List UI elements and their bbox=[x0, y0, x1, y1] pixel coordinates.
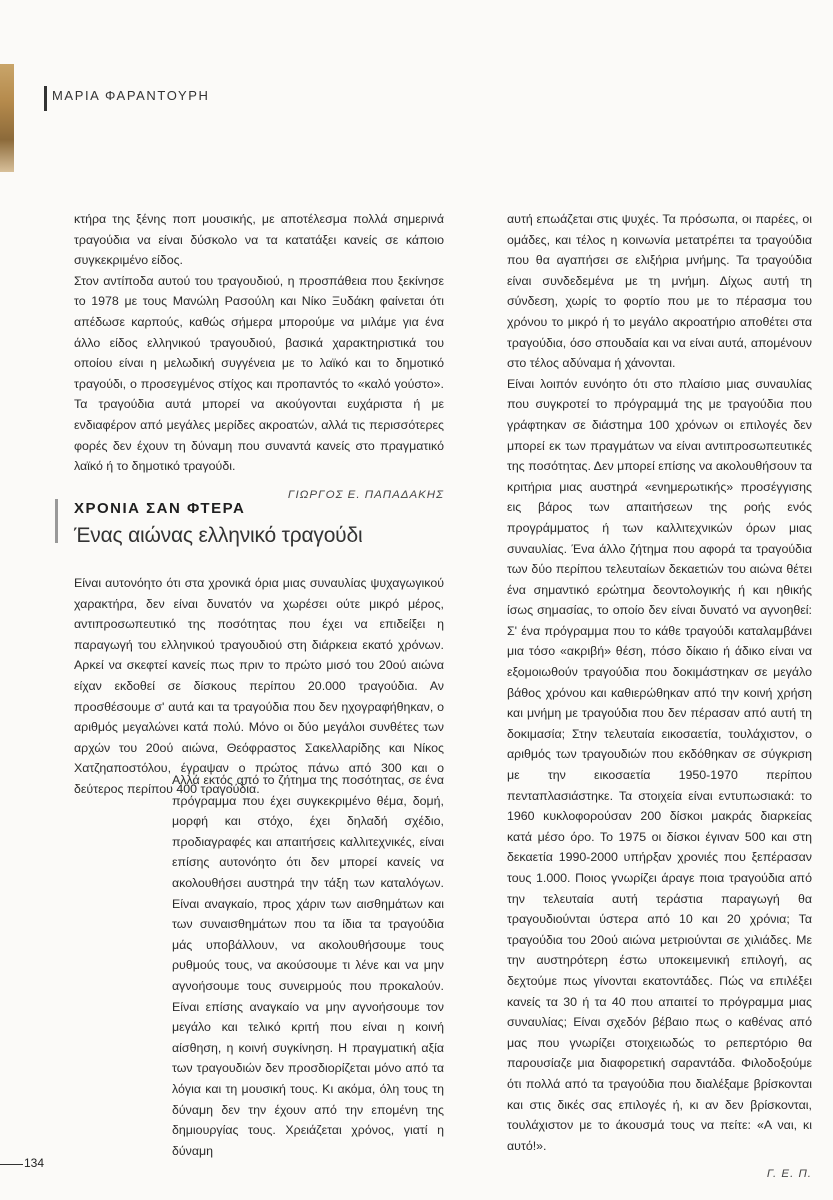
header-rule bbox=[44, 86, 47, 111]
header-photo bbox=[0, 64, 14, 172]
author-signature: ΓΙΩΡΓΟΣ Ε. ΠΑΠΑΔΑΚΗΣ bbox=[287, 488, 444, 501]
article-column-left bbox=[74, 573, 444, 800]
intro-column bbox=[74, 209, 444, 505]
article-signature: Γ. Ε. Π. bbox=[766, 1168, 812, 1181]
page-number-rule bbox=[0, 1164, 23, 1165]
article-paragraph: αυτή επωάζεται στις ψυχές. Τα πρόσωπα, οι παρέες, οι ομάδες, και τέλος η κοινωνία μετατρέπει τα τραγούδια που θα αγαπήσει σε ελιξήρια μνήμης. Τα τραγούδια είναι συνδεδεμένα με τη μνήμη. Δίχως αυτή τη σύνδεση, χωρίς το φορτίο που με το πέρασμα του χρόνου το μικρό ή το μεγάλο ακροατήριο αποθέτει στα τραγούδια, όσο σπουδαία και να είναι αυτά, απομένουν στο τέλος αδύναμα ή χάνονται. bbox=[507, 212, 812, 371]
article-column-left-indented bbox=[172, 770, 444, 1161]
page-number: 134 bbox=[24, 1156, 45, 1170]
article-paragraph: Αλλά εκτός από το ζήτημα της ποσότητας, σε ένα πρόγραμμα που έχει συγκεκριμένο θέμα, δομή, μορφή και στόχο, έχει δηλαδή σχέδιο, προδιαγραφές και απαιτήσεις καλλιτεχνικές, είναι επίσης αυτονόητο ότι δεν μπορεί κανείς να ακολουθήσει αυστηρά την τάξη των καταλόγων. Είναι αναγκαίο, προς χάριν των αισθημάτων και των συναισθημάτων που τα ίδια τα τραγούδια μάς υποβάλλουν, να ακολουθήσουμε τους ρυθμούς τους, να ακούσουμε τι λένε και να μην αγνοήσουμε τους συνειρμούς που προκαλούν. Είναι επίσης αναγκαίο να μην αγνοήσουμε τον μεγάλο και τελικό κριτή που είναι η κοινή αίσθηση, η κοινή συγκίνηση. Η πραγματική αξία των τραγουδιών δεν προσδιορίζεται μόνο από τα λόγια και τη μουσική τους. Κι ακόμα, όλη τους τη δύναμη δεν την έχουν από την επομένη της δημιουργίας τους. Χρειάζεται χρόνος, γιατί η δύναμη bbox=[172, 773, 444, 1158]
section-title: Ένας αιώνας ελληνικό τραγούδι bbox=[74, 524, 363, 547]
intro-paragraph: Στον αντίποδα αυτού του τραγουδιού, η προσπάθεια που ξεκίνησε το 1978 με τους Μανώλη Ρασούλη και Νίκο Ξυδάκη φαίνεται ότι απέδωσε καρπούς, καθώς σήμερα μπορούμε να μιλάμε για ένα άλλο είδος ελληνικού τραγουδιού, βασικά χαρακτηριστικά του οποίου είναι η μελωδική συγγένεια με το λαϊκό και το δημοτικό τραγούδι, ο προσεγμένος στίχος και προπαντός το «καλό γούστο». Τα τραγούδια αυτά μπορεί να ακούγονται ευχάριστα ή με ενδιαφέρον από μεγάλες μερίδες ακροατών, αλλά τις περισσότερες φορές δεν έχουν τη δύναμη που συναντά κανείς στο πραγματικό λαϊκό ή το δημοτικό τραγούδι. bbox=[74, 273, 444, 474]
intro-paragraph: κτήρα της ξένης ποπ μουσικής, με αποτέλεσμα πολλά σημερινά τραγούδια να είναι δύσκολο να τα κατατάξει κανείς σε κάποιο συγκεκριμένο είδος. bbox=[74, 212, 444, 268]
section-kicker: ΧΡΟΝΙΑ ΣΑΝ ΦΤΕΡΑ bbox=[74, 500, 246, 517]
article-column-right bbox=[507, 209, 812, 1185]
running-header: ΜΑΡΙΑ ΦΑΡΑΝΤΟΥΡΗ bbox=[52, 88, 210, 103]
section-rule bbox=[55, 499, 58, 543]
article-paragraph: Είναι αυτονόητο ότι στα χρονικά όρια μιας συναυλίας ψυχαγωγικού χαρακτήρα, δεν είναι δυνατόν να χωρέσει ούτε μικρό μέρος, αντιπροσωπευτικό της ποσότητας που έχει να επιδείξει η παραγωγή του ελληνικού τραγουδιού στη διάρκεια εκατό χρόνων. Αρκεί να σκεφτεί κανείς πως πριν το πρώτο μισό του 20ού αιώνα είχαν εκδοθεί σε δίσκους περίπου 20.000 τραγούδια. Αν προσθέσουμε σ' αυτά και τα τραγούδια που δεν ηχογραφήθηκαν, ο αριθμός μεγαλώνει κατά πολύ. Μόνο οι δύο μεγάλοι συνθέτες των αρχών του 20ού αιώνα, Θεόφραστος Σακελλαρίδης και Νίκος Χατζηαποστόλου, έγραψαν ο πρώτος πάνω από 300 και ο δεύτερος περίπου 400 τραγούδια. bbox=[74, 576, 444, 796]
article-paragraph: Είναι λοιπόν ευνόητο ότι στο πλαίσιο μιας συναυλίας που συγκροτεί το πρόγραμμά της με τραγούδια που γράφτηκαν σε διάστημα 100 χρόνων οι επιλογές δεν μπορεί εκ των πραγμάτων να είναι αντιπροσωπευτικές της ποσότητας. Δεν μπορεί επίσης να ακολουθήσουν τα κριτήρια μιας αυστηρά «ενημερωτικής» προσέγγισης εις βάρος των απαιτήσεων της ροής ενός προγράμματος ή των καλλιτεχνικών όρων μιας συναυλίας. Ένα άλλο ζήτημα που αφορά τα τραγούδια των δύο περίπου τελευταίων δεκαετιών του αιώνα θέτει ένα σημαντικό ερώτημα δεοντολογικής ή και ηθικής ίσως σημασίας, το οποίο δεν είναι δυνατό να αγνοηθεί: Σ' ένα πρόγραμμα που το κάθε τραγούδι καταλαμβάνει μια τόσο «ακριβή» θέση, πόσο δίκαιο ή άδικο είναι να εξομοιωθούν τραγούδια που δοκιμάστηκαν σε μεγάλο βάθος χρόνου και καθιερώθηκαν από την κοινή χρήση και μνήμη με τραγούδια που δεν πέρασαν από αυτή τη δοκιμασία; Στην τελευταία εικοσαετία, τουλάχιστον, ο αριθμός των τραγουδιών που εκδόθηκαν σε σύγκριση με την εικοσαετία 1950-1970 περίπου πενταπλασιάστηκε. Τα στοιχεία είναι εντυπωσιακά: το 1960 κυκλοφορούσαν 200 δίσκοι μακράς διαρκείας κατά μέσο όρο. Το 1975 οι δίσκοι έγιναν 500 και στη δεκαετία 1990-2000 υπήρξαν χρονιές που ξεπέρασαν τους 1.000. Ποιος γνωρίζει άραγε ποια τραγούδια από την τελευταία αυτή τεράστια παραγωγή θα τραγουδιούνται ύστερα από 10 και 20 χρόνια; Τα τραγούδια του 20ού αιώνα μετριούνται σε χιλιάδες. Με την αυστηρότερη έστω υποκειμενική επιλογή, ας δεχτούμε πως γίνονται εκατοντάδες. Πώς να επιλέξει κανείς τα 30 ή τα 40 που απαιτεί το πρόγραμμα μιας συναυλίας; Είναι σχεδόν βέβαιο πως ο καθένας από μας που γνωρίζει στοιχειωδώς το ρεπερτόριο θα παρουσίαζε μια διαφορετική σαραντάδα. Φιλοδοξούμε ότι πολλά από τα τραγούδια που διαλέξαμε βρίσκονται και στις δικές σας επιλογές ή, κι αν δεν βρίσκονται, τουλάχιστον με το άκουσμά τους να πείτε: «Α ναι, κι αυτό!». bbox=[507, 376, 813, 1153]
